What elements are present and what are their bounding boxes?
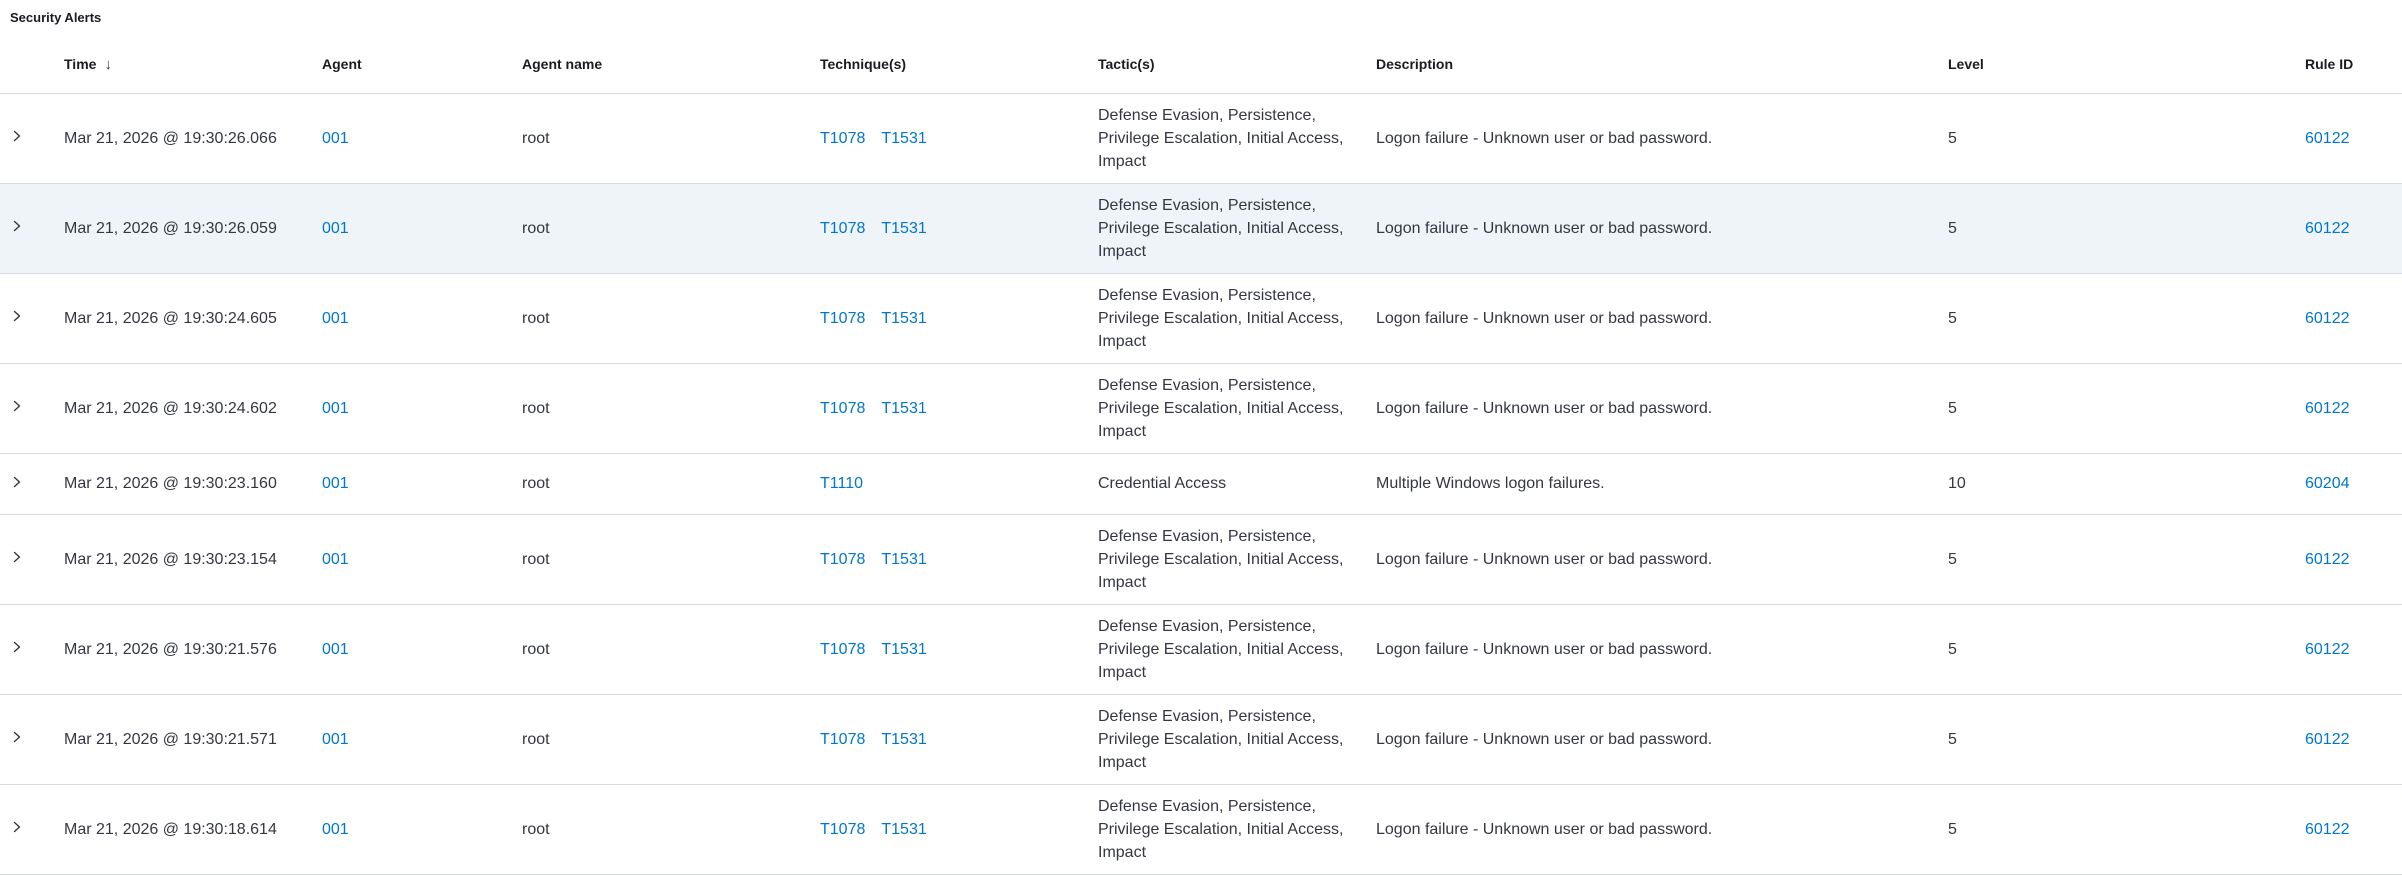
chevron-right-icon xyxy=(9,308,25,324)
rule-id-link[interactable]: 60122 xyxy=(2305,730,2350,748)
cell-rule-id xyxy=(2305,453,2402,514)
cell-agent xyxy=(322,273,522,363)
cell-rule-id xyxy=(2305,784,2402,874)
cell-level: 5 xyxy=(1948,363,2305,453)
cell-techniques xyxy=(820,183,1098,273)
expand-row-button[interactable] xyxy=(6,215,28,237)
chevron-right-icon xyxy=(9,729,25,745)
technique-link[interactable]: T1531 xyxy=(881,550,927,568)
agent-link[interactable]: 001 xyxy=(322,640,349,658)
cell-agent xyxy=(322,453,522,514)
cell-agent-name: root xyxy=(522,453,820,514)
cell-time: Mar 21, 2026 @ 19:30:21.576 xyxy=(64,604,322,694)
column-header-description[interactable]: Description xyxy=(1376,36,1948,93)
cell-expander xyxy=(0,93,64,183)
agent-link[interactable]: 001 xyxy=(322,219,349,237)
cell-rule-id xyxy=(2305,363,2402,453)
column-header-level[interactable]: Level xyxy=(1948,36,2305,93)
cell-level: 10 xyxy=(1948,453,2305,514)
sort-descending-icon: ↓ xyxy=(104,55,112,73)
column-header-expander xyxy=(0,36,64,93)
agent-link[interactable]: 001 xyxy=(322,475,349,492)
agent-link[interactable]: 001 xyxy=(322,550,349,568)
tactics-text: Defense Evasion, Persistence, Privilege Escalation, Initial Access, Impact xyxy=(1098,707,1344,771)
security-alerts-table xyxy=(0,36,2402,875)
technique-link[interactable]: T1531 xyxy=(881,640,927,658)
cell-expander xyxy=(0,273,64,363)
cell-description: Multiple Windows logon failures. xyxy=(1376,453,1948,514)
cell-description: Logon failure - Unknown user or bad password. xyxy=(1376,694,1948,784)
agent-link[interactable]: 001 xyxy=(322,309,349,327)
column-header-tactics[interactable]: Tactic(s) xyxy=(1098,36,1376,93)
cell-level: 5 xyxy=(1948,273,2305,363)
rule-id-link[interactable]: 60122 xyxy=(2305,129,2350,147)
column-header-agent[interactable]: Agent xyxy=(322,36,522,93)
agent-link[interactable]: 001 xyxy=(322,730,349,748)
expand-row-button[interactable] xyxy=(6,395,28,417)
cell-techniques xyxy=(820,604,1098,694)
cell-agent-name: root xyxy=(522,273,820,363)
cell-time: Mar 21, 2026 @ 19:30:24.602 xyxy=(64,363,322,453)
table-row xyxy=(0,93,2402,183)
cell-techniques xyxy=(820,514,1098,604)
column-header-time[interactable] xyxy=(64,36,322,93)
cell-description: Logon failure - Unknown user or bad password. xyxy=(1376,784,1948,874)
table-row xyxy=(0,604,2402,694)
cell-time: Mar 21, 2026 @ 19:30:21.571 xyxy=(64,694,322,784)
expand-row-button[interactable] xyxy=(6,305,28,327)
rule-id-link[interactable]: 60204 xyxy=(2305,475,2350,492)
cell-agent xyxy=(322,363,522,453)
cell-tactics xyxy=(1098,93,1376,183)
technique-link[interactable]: T1531 xyxy=(881,309,927,327)
rule-id-link[interactable]: 60122 xyxy=(2305,309,2350,327)
column-header-rule-id[interactable]: Rule ID xyxy=(2305,36,2402,93)
technique-link[interactable]: T1110 xyxy=(820,475,863,492)
cell-description: Logon failure - Unknown user or bad password. xyxy=(1376,604,1948,694)
expand-row-button[interactable] xyxy=(6,125,28,147)
tactics-text: Defense Evasion, Persistence, Privilege Escalation, Initial Access, Impact xyxy=(1098,527,1344,591)
tactics-text: Defense Evasion, Persistence, Privilege Escalation, Initial Access, Impact xyxy=(1098,106,1344,170)
cell-level: 5 xyxy=(1948,604,2305,694)
page-title: Security Alerts xyxy=(10,10,102,25)
chevron-right-icon xyxy=(9,639,25,655)
cell-description: Logon failure - Unknown user or bad password. xyxy=(1376,183,1948,273)
agent-link[interactable]: 001 xyxy=(322,129,349,147)
rule-id-link[interactable]: 60122 xyxy=(2305,399,2350,417)
cell-tactics xyxy=(1098,183,1376,273)
cell-expander xyxy=(0,604,64,694)
cell-time: Mar 21, 2026 @ 19:30:24.605 xyxy=(64,273,322,363)
cell-agent-name: root xyxy=(522,784,820,874)
technique-link[interactable]: T1078 xyxy=(820,550,866,568)
column-header-time-label: Time xyxy=(64,55,97,72)
cell-tactics xyxy=(1098,363,1376,453)
cell-techniques xyxy=(820,694,1098,784)
expand-row-button[interactable] xyxy=(6,546,28,568)
cell-description: Logon failure - Unknown user or bad password. xyxy=(1376,514,1948,604)
cell-agent-name: root xyxy=(522,363,820,453)
tactics-text: Defense Evasion, Persistence, Privilege Escalation, Initial Access, Impact xyxy=(1098,617,1344,681)
rule-id-link[interactable]: 60122 xyxy=(2305,219,2350,237)
technique-link[interactable]: T1078 xyxy=(820,730,866,748)
cell-techniques xyxy=(820,363,1098,453)
table-row xyxy=(0,694,2402,784)
cell-rule-id xyxy=(2305,273,2402,363)
cell-expander xyxy=(0,784,64,874)
technique-link[interactable]: T1078 xyxy=(820,820,866,838)
technique-link[interactable]: T1531 xyxy=(881,219,927,237)
table-row xyxy=(0,363,2402,453)
cell-agent xyxy=(322,784,522,874)
cell-agent xyxy=(322,514,522,604)
cell-description: Logon failure - Unknown user or bad password. xyxy=(1376,273,1948,363)
tactics-text: Defense Evasion, Persistence, Privilege Escalation, Initial Access, Impact xyxy=(1098,376,1344,440)
expand-row-button[interactable] xyxy=(6,726,28,748)
cell-description: Logon failure - Unknown user or bad password. xyxy=(1376,363,1948,453)
cell-rule-id xyxy=(2305,514,2402,604)
cell-techniques xyxy=(820,93,1098,183)
cell-time: Mar 21, 2026 @ 19:30:18.614 xyxy=(64,784,322,874)
cell-tactics xyxy=(1098,694,1376,784)
cell-tactics xyxy=(1098,273,1376,363)
cell-agent xyxy=(322,183,522,273)
cell-agent-name: root xyxy=(522,183,820,273)
cell-time: Mar 21, 2026 @ 19:30:23.154 xyxy=(64,514,322,604)
tactics-text: Defense Evasion, Persistence, Privilege Escalation, Initial Access, Impact xyxy=(1098,196,1344,260)
cell-agent-name: root xyxy=(522,514,820,604)
cell-level: 5 xyxy=(1948,183,2305,273)
agent-link[interactable]: 001 xyxy=(322,399,349,417)
table-row xyxy=(0,784,2402,874)
chevron-right-icon xyxy=(9,474,25,490)
cell-agent-name: root xyxy=(522,604,820,694)
technique-link[interactable]: T1078 xyxy=(820,129,866,147)
cell-time: Mar 21, 2026 @ 19:30:23.160 xyxy=(64,453,322,514)
cell-rule-id xyxy=(2305,93,2402,183)
cell-level: 5 xyxy=(1948,514,2305,604)
cell-expander xyxy=(0,514,64,604)
table-row xyxy=(0,514,2402,604)
agent-link[interactable]: 001 xyxy=(322,820,349,838)
chevron-right-icon xyxy=(9,128,25,144)
cell-description: Logon failure - Unknown user or bad password. xyxy=(1376,93,1948,183)
cell-agent-name: root xyxy=(522,694,820,784)
tactics-text: Defense Evasion, Persistence, Privilege Escalation, Initial Access, Impact xyxy=(1098,286,1344,350)
chevron-right-icon xyxy=(9,398,25,414)
cell-agent xyxy=(322,604,522,694)
cell-expander xyxy=(0,183,64,273)
cell-tactics xyxy=(1098,514,1376,604)
cell-agent-name: root xyxy=(522,93,820,183)
rule-id-link[interactable]: 60122 xyxy=(2305,640,2350,658)
technique-link[interactable]: T1078 xyxy=(820,309,866,327)
chevron-right-icon xyxy=(9,819,25,835)
cell-time: Mar 21, 2026 @ 19:30:26.059 xyxy=(64,183,322,273)
cell-techniques xyxy=(820,784,1098,874)
column-header-agent-name[interactable]: Agent name xyxy=(522,36,820,93)
table-row xyxy=(0,453,2402,514)
table-row xyxy=(0,183,2402,273)
technique-link[interactable]: T1078 xyxy=(820,640,866,658)
chevron-right-icon xyxy=(9,549,25,565)
cell-expander xyxy=(0,453,64,514)
rule-id-link[interactable]: 60122 xyxy=(2305,820,2350,838)
expand-row-button[interactable] xyxy=(6,471,28,493)
cell-tactics xyxy=(1098,453,1376,514)
cell-rule-id xyxy=(2305,694,2402,784)
expand-row-button[interactable] xyxy=(6,816,28,838)
cell-level: 5 xyxy=(1948,784,2305,874)
technique-link[interactable]: T1078 xyxy=(820,219,866,237)
tactics-text: Defense Evasion, Persistence, Privilege Escalation, Initial Access, Impact xyxy=(1098,797,1344,861)
technique-link[interactable]: T1078 xyxy=(820,399,866,417)
cell-expander xyxy=(0,363,64,453)
technique-link[interactable]: T1531 xyxy=(881,820,927,838)
expand-row-button[interactable] xyxy=(6,636,28,658)
column-header-techniques[interactable]: Technique(s) xyxy=(820,36,1098,93)
cell-expander xyxy=(0,694,64,784)
table-header-row xyxy=(0,36,2402,93)
cell-rule-id xyxy=(2305,183,2402,273)
cell-agent xyxy=(322,694,522,784)
cell-time: Mar 21, 2026 @ 19:30:26.066 xyxy=(64,93,322,183)
cell-level: 5 xyxy=(1948,93,2305,183)
cell-techniques xyxy=(820,453,1098,514)
cell-level: 5 xyxy=(1948,694,2305,784)
technique-link[interactable]: T1531 xyxy=(881,730,927,748)
rule-id-link[interactable]: 60122 xyxy=(2305,550,2350,568)
technique-link[interactable]: T1531 xyxy=(881,129,927,147)
cell-rule-id xyxy=(2305,604,2402,694)
technique-link[interactable]: T1531 xyxy=(881,399,927,417)
cell-techniques xyxy=(820,273,1098,363)
tactics-text: Credential Access xyxy=(1098,475,1227,492)
cell-tactics xyxy=(1098,784,1376,874)
table-row xyxy=(0,273,2402,363)
cell-agent xyxy=(322,93,522,183)
cell-tactics xyxy=(1098,604,1376,694)
chevron-right-icon xyxy=(9,218,25,234)
